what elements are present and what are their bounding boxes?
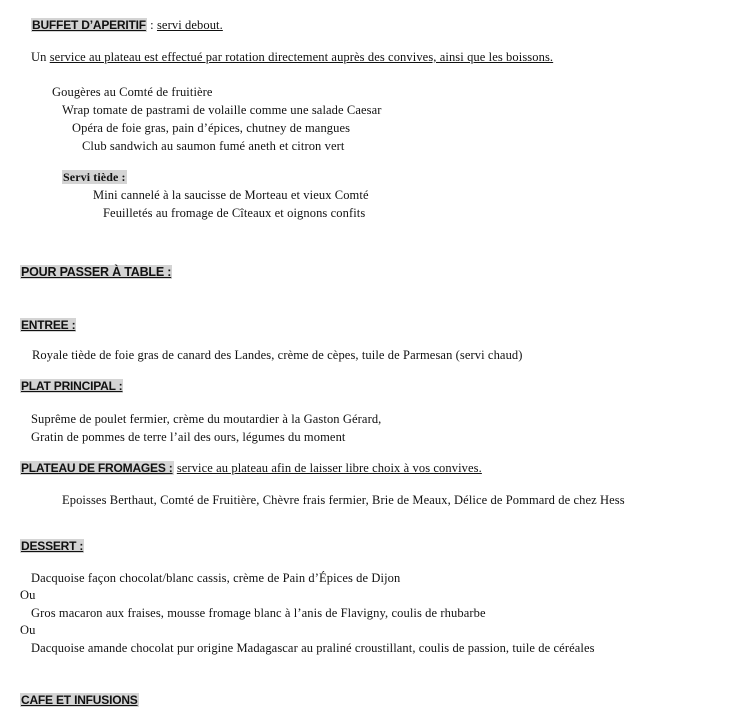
plat-heading: PLAT PRINCIPAL :: [21, 379, 123, 393]
aperitif-heading: BUFFET D’APERITIF: [32, 18, 146, 32]
plat-item: Suprême de poulet fermier, crème du moutardier à la Gaston Gérard,: [31, 412, 382, 426]
aperitif-intro-prefix: Un: [31, 50, 50, 64]
cafe-heading: CAFE ET INFUSIONS: [21, 693, 138, 707]
fromages-item: Epoisses Berthaut, Comté de Fruitière, Chèvre frais fermier, Brie de Meaux, Délice de Pommard de chez Hess: [62, 493, 625, 507]
dessert-heading-line: [20, 539, 84, 554]
warm-item: Mini cannelé à la saucisse de Morteau et vieux Comté: [93, 188, 369, 202]
dessert-item: Gros macaron aux fraises, mousse fromage blanc à l’anis de Flavigny, coulis de rhubarbe: [31, 606, 486, 620]
aperitif-item: Opéra de foie gras, pain d’épices, chutney de mangues: [72, 121, 351, 135]
table-heading-line: [20, 265, 172, 280]
fromages-heading-line: [20, 461, 482, 476]
dessert-heading: DESSERT :: [21, 539, 84, 553]
warm-heading: Servi tiède :: [63, 170, 126, 184]
aperitif-intro-underlined: service au plateau est effectué par rotation directement auprès des convives, ainsi que les boissons.: [49, 50, 554, 64]
aperitif-item: Gougères au Comté de fruitière: [52, 85, 213, 99]
aperitif-subtitle: servi debout.: [156, 18, 223, 32]
fromages-note: service au plateau afin de laisser libre choix à vos convives.: [176, 461, 482, 475]
aperitif-item: Club sandwich au saumon fumé aneth et citron vert: [82, 139, 345, 153]
cafe-heading-line: [20, 693, 139, 708]
fromages-heading: PLATEAU DE FROMAGES :: [21, 461, 173, 475]
plat-heading-line: [20, 379, 123, 394]
warm-item: Feuilletés au fromage de Cîteaux et oignons confits: [103, 206, 366, 220]
entree-heading-line: [20, 318, 76, 333]
plat-item: Gratin de pommes de terre l’ail des ours, légumes du moment: [31, 430, 346, 444]
dessert-or: Ou: [20, 623, 36, 637]
dessert-or: Ou: [20, 588, 36, 602]
aperitif-item: Wrap tomate de pastrami de volaille comme une salade Caesar: [62, 103, 382, 117]
warm-heading-line: [62, 170, 127, 185]
dessert-item: Dacquoise façon chocolat/blanc cassis, crème de Pain d’Épices de Dijon: [31, 571, 401, 585]
aperitif-heading-line: [31, 18, 223, 33]
dessert-item: Dacquoise amande chocolat pur origine Madagascar au praliné croustillant, coulis de passion, tuile de céréales: [31, 641, 595, 655]
aperitif-heading-sep: :: [146, 18, 157, 32]
table-heading: POUR PASSER À TABLE :: [21, 265, 172, 279]
entree-item: Royale tiède de foie gras de canard des Landes, crème de cèpes, tuile de Parmesan (servi chaud): [32, 348, 523, 362]
aperitif-intro: [31, 50, 553, 65]
entree-heading: ENTREE :: [21, 318, 76, 332]
